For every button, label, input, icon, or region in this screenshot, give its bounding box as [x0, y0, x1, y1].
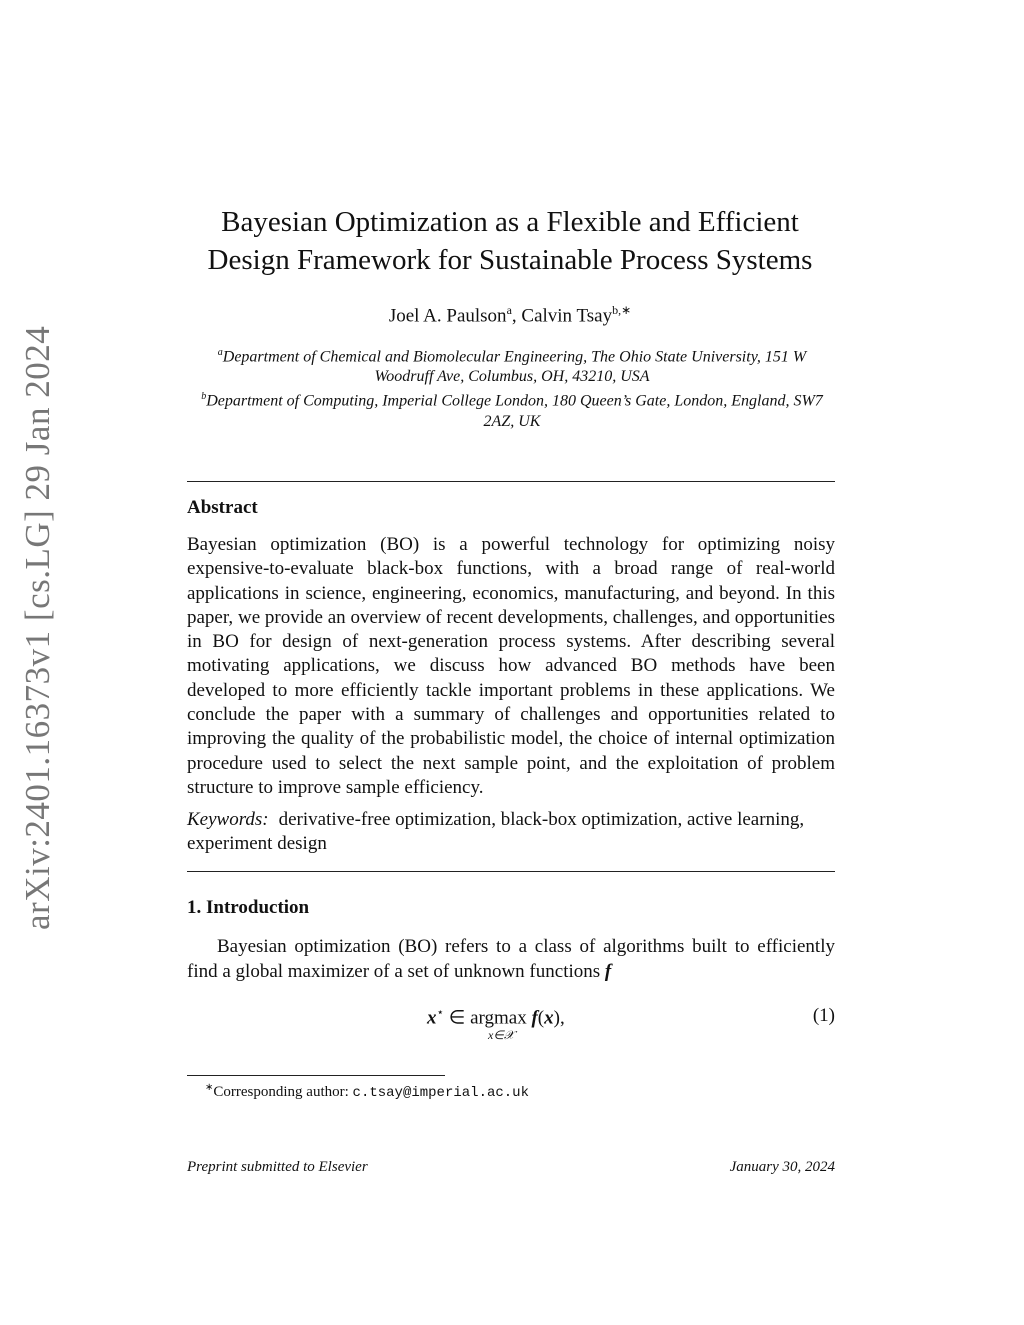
author-tsay-affil-mark: b,∗: [612, 303, 632, 317]
footnote: [205, 1082, 529, 1101]
abstract-body: Bayesian optimization (BO) is a powerful technology for optimizing noisy expensive-to-evaluate black-box functions, with a broad range of real-world applications in science, engineering, economics, manufacturing, and beyond. In this paper, we provide an overview of recent developments, challenges, and opportunities in BO for design of next-generation process systems. After describing several motivating applications, we discuss how advanced BO methods have been developed to more efficiently tackle important problems in these applications. We conclude the paper with a summary of challenges and opportunities related to improving the quality of the probabilistic model, the choice of internal optimization procedure used to select the next sample point, and the exploitation of problem structure to improve sample efficiency.: [187, 534, 835, 798]
affiliation-b: [187, 387, 837, 431]
footnote-mark: ∗: [205, 1082, 214, 1093]
equation-1: x⋆ ∈ argmax f(x),: [427, 1005, 565, 1029]
introduction-bold-f: f: [604, 960, 612, 982]
section-heading-introduction: 1. Introduction: [187, 897, 310, 918]
footnote-email[interactable]: c.tsay@imperial.ac.uk: [352, 1085, 529, 1101]
abstract-bottom-rule: [187, 871, 835, 872]
abstract-top-rule: [187, 481, 835, 482]
keywords-label: Keywords:: [187, 809, 269, 830]
eq-func-f: f: [531, 1007, 538, 1029]
author-separator: ,: [511, 305, 522, 327]
affiliation-a-mark: a: [217, 347, 223, 358]
affiliation-b-mark: b: [201, 391, 207, 403]
author-paulson: Joel A. Paulson: [388, 305, 507, 327]
keywords-text: derivative-free optimization, black-box optimization, active learning, experiment design: [187, 809, 805, 854]
affiliation-b-text: Department of Computing, Imperial College London, 180 Queen’s Gate, London, England, SW7 2AZ, UK: [206, 392, 823, 430]
equation-number: (1): [812, 1005, 835, 1026]
title-line-1: Bayesian Optimization as a Flexible and Efficient: [221, 206, 799, 238]
introduction-paragraph: [187, 935, 835, 984]
author-list: [150, 303, 870, 327]
abstract-heading: Abstract: [187, 497, 258, 518]
title-line-2: Design Framework for Sustainable Process Systems: [207, 244, 813, 276]
eq-arg-x: x: [544, 1007, 554, 1029]
affiliation-a: [187, 343, 837, 387]
author-paulson-affil-mark: a: [506, 303, 512, 317]
keywords: [187, 808, 807, 856]
eq-subscript: x∈𝒳: [488, 1028, 515, 1042]
eq-var-x: x: [427, 1007, 437, 1029]
eq-argmax: argmax: [470, 1007, 527, 1029]
arxiv-side-stamp: arXiv:2401.16373v1 [cs.LG] 29 Jan 2024: [18, 325, 57, 930]
affiliations: [187, 343, 837, 432]
footnote-text: Corresponding author:: [213, 1084, 353, 1100]
affiliation-a-text: Department of Chemical and Biomolecular Engineering, The Ohio State University, 151 W Woodruff Ave, Columbus, OH, 43210, USA: [222, 348, 807, 386]
eq-in-symbol: ∈: [448, 1007, 466, 1029]
author-tsay: Calvin Tsay: [521, 305, 613, 327]
paper-title: [150, 203, 870, 279]
introduction-text: Bayesian optimization (BO) refers to a class of algorithms built to efficiently find a global maximizer of a set of unknown functions: [187, 936, 835, 982]
footnote-rule: [187, 1075, 445, 1076]
footer-date: January 30, 2024: [729, 1159, 835, 1175]
eq-star: ⋆: [436, 1005, 445, 1019]
footer-preprint-note: Preprint submitted to Elsevier: [187, 1159, 368, 1175]
